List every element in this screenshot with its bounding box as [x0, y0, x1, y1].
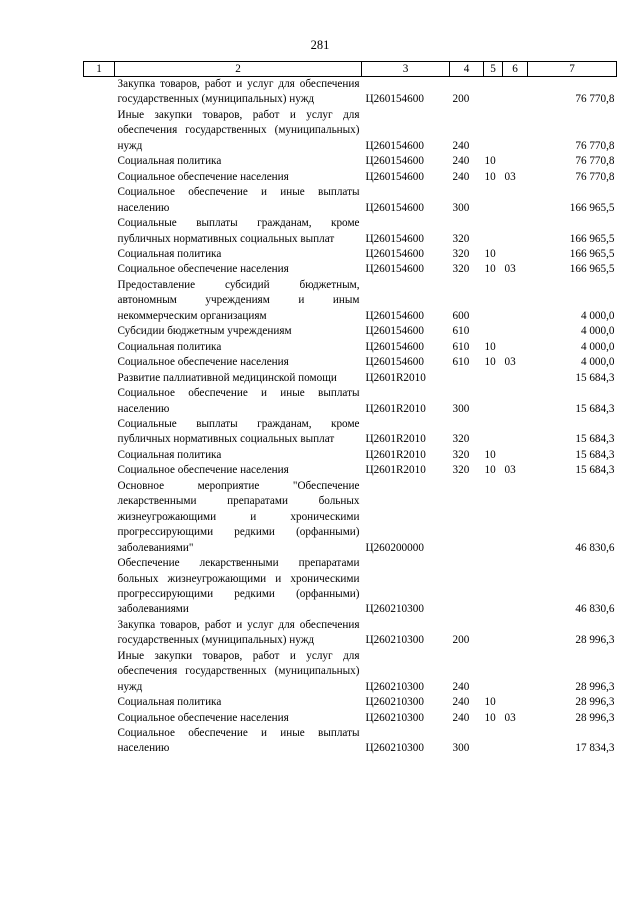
- expense-type-code: [450, 556, 484, 618]
- expense-name: Закупка товаров, работ и услуг для обеспечения государственных (муниципальных) нужд: [117, 78, 360, 106]
- subsection-code: [503, 340, 528, 355]
- expense-type-code: 300: [452, 402, 470, 415]
- page-number: 281: [310, 38, 330, 52]
- amount: 28 996,3: [575, 634, 615, 647]
- section-code: [484, 77, 503, 108]
- target-article-code: Ц2601R2010: [365, 402, 426, 415]
- expense-name: Социальные выплаты гражданам, кроме публичных нормативных социальных выплат: [117, 417, 360, 446]
- amount: 28 996,3: [575, 680, 615, 693]
- expense-name: Социальные выплаты гражданам, кроме публичных нормативных социальных выплат: [117, 217, 360, 245]
- amount: 76 770,8: [575, 170, 615, 183]
- subsection-code: [503, 185, 528, 216]
- table-row: [84, 556, 617, 618]
- subsection-code: [503, 108, 528, 154]
- row-number-cell: [84, 216, 115, 247]
- row-number-cell: [84, 247, 115, 262]
- row-number-cell: [84, 278, 115, 324]
- expense-name: Социальное обеспечение населения: [117, 356, 289, 369]
- header-col-6: 6: [503, 62, 528, 77]
- subsection-code: [503, 695, 528, 710]
- row-number-cell: [84, 386, 115, 417]
- expense-type-code: 240: [452, 170, 470, 183]
- subsection-code: [503, 77, 528, 108]
- target-article-code: Ц2601R2010: [365, 464, 426, 477]
- row-number-cell: [84, 479, 115, 556]
- expense-name: Социальная политика: [117, 247, 222, 260]
- expense-type-code: 600: [452, 309, 470, 322]
- table-row: [84, 386, 617, 417]
- section-code: [484, 417, 503, 448]
- section-code: 10: [484, 170, 496, 183]
- section-code: 10: [484, 263, 496, 276]
- target-article-code: Ц260154600: [365, 232, 424, 245]
- amount: 15 684,3: [575, 433, 615, 446]
- row-number-cell: [84, 355, 115, 370]
- row-number-cell: [84, 324, 115, 339]
- section-code: [484, 278, 503, 324]
- header-col-4: 4: [450, 62, 484, 77]
- header-col-2: 2: [115, 62, 362, 77]
- expense-type-code: 610: [452, 340, 470, 353]
- table-row: [84, 262, 617, 277]
- expense-name: Социальное обеспечение населения: [117, 711, 289, 724]
- target-article-code: Ц260210300: [365, 696, 424, 709]
- section-code: 10: [484, 247, 496, 260]
- section-code: [484, 649, 503, 695]
- amount: 4 000,0: [580, 325, 615, 338]
- table-row: [84, 278, 617, 324]
- expense-type-code: [450, 479, 484, 556]
- table-row: [84, 185, 617, 216]
- section-code: [484, 108, 503, 154]
- subsection-code: [503, 247, 528, 262]
- expense-type-code: 240: [452, 155, 470, 168]
- expense-name: Субсидии бюджетным учреждениям: [117, 325, 292, 338]
- header-col-5: 5: [484, 62, 503, 77]
- table-row: [84, 479, 617, 556]
- subsection-code: [503, 479, 528, 556]
- section-code: 10: [484, 696, 496, 709]
- target-article-code: Ц260210300: [365, 711, 424, 724]
- row-number-cell: [84, 77, 115, 108]
- header-col-3: 3: [362, 62, 450, 77]
- table-row: [84, 649, 617, 695]
- table-row: [84, 371, 617, 386]
- target-article-code: Ц260154600: [365, 356, 424, 369]
- section-code: 10: [484, 356, 496, 369]
- table-row: [84, 618, 617, 649]
- subsection-code: [503, 417, 528, 448]
- subsection-code: [503, 154, 528, 169]
- table-row: [84, 695, 617, 710]
- header-col-1: 1: [84, 62, 115, 77]
- expense-name: Социальная политика: [117, 696, 222, 709]
- section-code: [484, 386, 503, 417]
- row-number-cell: [84, 618, 115, 649]
- section-code: [484, 556, 503, 618]
- section-code: 10: [484, 448, 496, 461]
- amount: 166 965,5: [569, 263, 615, 276]
- row-number-cell: [84, 154, 115, 169]
- row-number-cell: [84, 185, 115, 216]
- target-article-code: Ц260210300: [365, 680, 424, 693]
- subsection-code: [503, 324, 528, 339]
- expense-name: Закупка товаров, работ и услуг для обеспечения государственных (муниципальных) нужд: [117, 618, 360, 647]
- subsection-code: 03: [504, 711, 516, 724]
- row-number-cell: [84, 711, 115, 726]
- table-row: [84, 170, 617, 185]
- row-number-cell: [84, 556, 115, 618]
- amount: 17 834,3: [575, 742, 615, 755]
- target-article-code: Ц260154600: [365, 93, 424, 106]
- expense-type-code: 610: [452, 356, 470, 369]
- table-row: [84, 108, 617, 154]
- expense-type-code: 240: [452, 711, 470, 724]
- budget-table: [83, 61, 617, 757]
- section-code: [484, 618, 503, 649]
- table-row: [84, 726, 617, 757]
- expense-type-code: 320: [452, 433, 470, 446]
- amount: 166 965,5: [569, 201, 615, 214]
- target-article-code: Ц260154600: [365, 247, 424, 260]
- target-article-code: Ц260154600: [365, 325, 424, 338]
- table-row: [84, 154, 617, 169]
- target-article-code: Ц260210300: [365, 742, 424, 755]
- target-article-code: Ц260154600: [365, 309, 424, 322]
- target-article-code: Ц260154600: [365, 201, 424, 214]
- table-row: [84, 216, 617, 247]
- subsection-code: [503, 278, 528, 324]
- amount: 76 770,8: [575, 155, 615, 168]
- row-number-cell: [84, 448, 115, 463]
- amount: 76 770,8: [575, 93, 615, 106]
- amount: 46 830,6: [575, 603, 615, 616]
- expense-type-code: 610: [452, 325, 470, 338]
- section-code: [484, 185, 503, 216]
- subsection-code: [503, 371, 528, 386]
- row-number-cell: [84, 340, 115, 355]
- target-article-code: Ц260210300: [365, 603, 424, 616]
- subsection-code: 03: [504, 170, 516, 183]
- header-col-7: 7: [528, 62, 617, 77]
- row-number-cell: [84, 463, 115, 478]
- target-article-code: Ц260154600: [365, 155, 424, 168]
- subsection-code: [503, 386, 528, 417]
- subsection-code: [503, 448, 528, 463]
- expense-type-code: 320: [452, 263, 470, 276]
- subsection-code: [503, 556, 528, 618]
- expense-name: Социальное обеспечение и иные выплаты населению: [117, 186, 360, 214]
- expense-name: Предоставление субсидий бюджетным, автономным учреждениям и иным некоммерческим организациям: [117, 278, 360, 322]
- amount: 28 996,3: [575, 711, 615, 724]
- expense-name: Социальная политика: [117, 340, 222, 353]
- expense-type-code: 240: [452, 696, 470, 709]
- expense-name: Иные закупки товаров, работ и услуг для обеспечения государственных (муниципальных) нужд: [117, 649, 360, 693]
- subsection-code: 03: [504, 356, 516, 369]
- table-header-row: [84, 62, 617, 77]
- table-row: [84, 247, 617, 262]
- section-code: [484, 371, 503, 386]
- amount: 76 770,8: [575, 139, 615, 152]
- expense-type-code: 300: [452, 742, 470, 755]
- amount: 15 684,3: [575, 464, 615, 477]
- row-number-cell: [84, 649, 115, 695]
- row-number-cell: [84, 262, 115, 277]
- subsection-code: [503, 649, 528, 695]
- row-number-cell: [84, 108, 115, 154]
- amount: 15 684,3: [575, 448, 615, 461]
- target-article-code: Ц260154600: [365, 139, 424, 152]
- expense-name: Социальное обеспечение населения: [117, 170, 289, 183]
- table-row: [84, 324, 617, 339]
- expense-name: Иные закупки товаров, работ и услуг для обеспечения государственных (муниципальных) нужд: [117, 108, 360, 152]
- expense-type-code: 320: [452, 448, 470, 461]
- expense-name: Социальное обеспечение населения: [117, 464, 289, 477]
- table-row: [84, 448, 617, 463]
- subsection-code: [503, 216, 528, 247]
- subsection-code: [503, 618, 528, 649]
- expense-name: Социальное обеспечение и иные выплаты населению: [117, 387, 360, 415]
- expense-name: Основное мероприятие "Обеспечение лекарственными препаратами больных жизнеугрожающими и хроническими прогрессирующими редкими (орфанными) заболеваниями": [117, 479, 360, 554]
- amount: 166 965,5: [569, 247, 615, 260]
- amount: 4 000,0: [580, 340, 615, 353]
- target-article-code: Ц260210300: [365, 634, 424, 647]
- section-code: [484, 324, 503, 339]
- table-row: [84, 711, 617, 726]
- amount: 46 830,6: [575, 541, 615, 554]
- expense-type-code: 300: [452, 201, 470, 214]
- expense-type-code: 320: [452, 464, 470, 477]
- expense-name: Социальное обеспечение и иные выплаты населению: [117, 727, 360, 755]
- row-number-cell: [84, 417, 115, 448]
- target-article-code: Ц2601R2010: [365, 371, 426, 384]
- subsection-code: [503, 726, 528, 757]
- row-number-cell: [84, 170, 115, 185]
- section-code: 10: [484, 711, 496, 724]
- amount: 166 965,5: [569, 232, 615, 245]
- expense-type-code: 240: [452, 139, 470, 152]
- expense-type-code: 200: [452, 93, 470, 106]
- expense-name: Обеспечение лекарственными препаратами больных жизнеугрожающими и хроническими прогрессирующими редкими (орфанными) заболеваниями: [117, 557, 360, 616]
- section-code: 10: [484, 464, 496, 477]
- section-code: [484, 216, 503, 247]
- target-article-code: Ц2601R2010: [365, 433, 426, 446]
- amount: 4 000,0: [580, 356, 615, 369]
- target-article-code: Ц260154600: [365, 170, 424, 183]
- expense-name: Развитие паллиативной медицинской помощи: [117, 371, 337, 384]
- table-row: [84, 340, 617, 355]
- amount: 28 996,3: [575, 696, 615, 709]
- section-code: [484, 726, 503, 757]
- amount: 15 684,3: [575, 371, 615, 384]
- section-code: 10: [484, 340, 496, 353]
- expense-type-code: 320: [452, 247, 470, 260]
- table-row: [84, 463, 617, 478]
- expense-name: Социальное обеспечение населения: [117, 263, 289, 276]
- target-article-code: Ц2601R2010: [365, 448, 426, 461]
- table-row: [84, 417, 617, 448]
- row-number-cell: [84, 371, 115, 386]
- subsection-code: 03: [504, 464, 516, 477]
- row-number-cell: [84, 726, 115, 757]
- table-row: [84, 355, 617, 370]
- target-article-code: Ц260154600: [365, 340, 424, 353]
- expense-type-code: [450, 371, 484, 386]
- section-code: 10: [484, 155, 496, 168]
- expense-name: Социальная политика: [117, 155, 222, 168]
- section-code: [484, 479, 503, 556]
- expense-type-code: 200: [452, 634, 470, 647]
- expense-type-code: 240: [452, 680, 470, 693]
- subsection-code: 03: [504, 263, 516, 276]
- expense-type-code: 320: [452, 232, 470, 245]
- row-number-cell: [84, 695, 115, 710]
- amount: 4 000,0: [580, 309, 615, 322]
- amount: 15 684,3: [575, 402, 615, 415]
- target-article-code: Ц260200000: [365, 541, 424, 554]
- table-row: [84, 77, 617, 108]
- expense-name: Социальная политика: [117, 448, 222, 461]
- target-article-code: Ц260154600: [365, 263, 424, 276]
